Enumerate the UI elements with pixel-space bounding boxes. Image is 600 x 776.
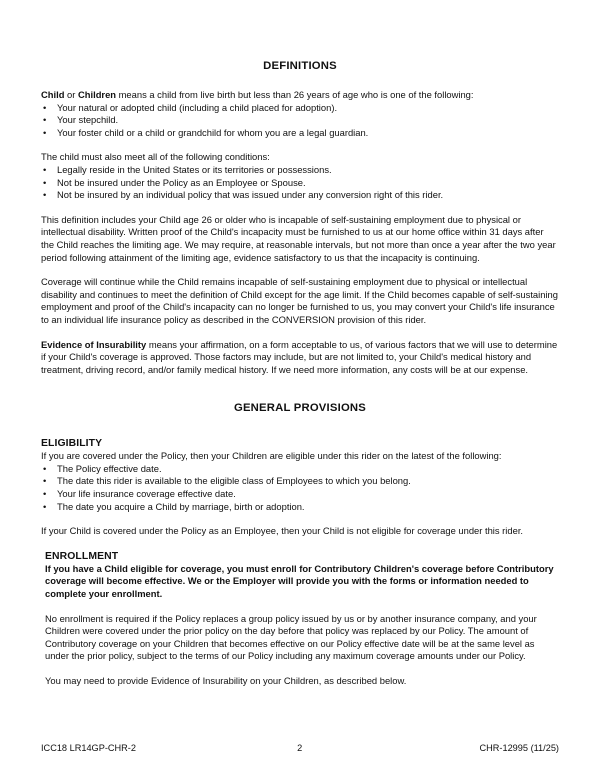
list-item-label: Your foster child or a child or grandchild for whom you are a legal guardian. xyxy=(57,126,369,138)
bullet-icon: • xyxy=(43,462,47,474)
list-item xyxy=(41,177,559,190)
bullet-icon: • xyxy=(43,176,47,188)
page-footer xyxy=(41,742,559,754)
term-child: Child xyxy=(41,89,65,100)
bullet-icon: • xyxy=(43,189,47,201)
enrollment-paragraph-3: You may need to provide Evidence of Insurability on your Children, as described below. xyxy=(45,675,407,686)
list-item xyxy=(41,488,559,501)
list-item xyxy=(41,463,559,476)
enrollment-block xyxy=(45,550,559,688)
document-content xyxy=(41,60,559,688)
list-item-label: The date you acquire a Child by marriage, birth or adoption. xyxy=(57,500,305,512)
eligibility-bullets xyxy=(41,463,559,513)
list-item xyxy=(41,127,559,140)
list-item xyxy=(41,164,559,177)
list-item-label: The Policy effective date. xyxy=(57,462,162,474)
footer-page-number: 2 xyxy=(297,743,303,753)
bullet-icon: • xyxy=(43,101,47,113)
list-item-label: Not be insured under the Policy as an Employee or Spouse. xyxy=(57,176,306,188)
bullet-icon: • xyxy=(43,126,47,138)
definition-evidence-of-insurability xyxy=(41,339,559,377)
eligibility-closing-paragraph: If your Child is covered under the Policy as an Employee, then your Child is not eligible for coverage under this rider. xyxy=(41,525,524,537)
enrollment-paragraph-1: If you have a Child eligible for coverage, you must enroll for Contributory Children's coverage before Contributory coverage will become effective. We or the Employer will provide you with the forms or information needed to complete your enrollment. xyxy=(45,562,554,600)
list-item-label: Your natural or adopted child (including a child placed for adoption). xyxy=(57,101,338,113)
list-item-label: Your life insurance coverage effective date. xyxy=(57,488,236,500)
bullet-icon: • xyxy=(43,163,47,175)
child-conditions-bullets xyxy=(41,164,559,202)
term-joiner: or xyxy=(64,89,78,100)
bullet-icon: • xyxy=(43,475,47,487)
bullet-icon: • xyxy=(43,500,47,512)
section-heading-general-provisions: GENERAL PROVISIONS xyxy=(233,402,367,415)
section-heading-definitions: DEFINITIONS xyxy=(263,60,337,72)
list-item-label: Your stepchild. xyxy=(57,114,119,126)
subsection-heading-eligibility: ELIGIBILITY xyxy=(41,438,103,450)
bullet-icon: • xyxy=(43,114,47,126)
definition-child-text: means a child from live birth but less than 26 years of age who is one of the following: xyxy=(116,89,474,100)
eligibility-intro: If you are covered under the Policy, then your Children are eligible under this rider on the latest of the following: xyxy=(41,450,502,462)
list-item-label: The date this rider is available to the eligible class of Employees to which you belong. xyxy=(57,475,411,487)
list-item xyxy=(41,501,559,514)
footer-document-code: CHR-12995 (11/25) xyxy=(479,743,559,753)
footer-form-number: ICC18 LR14GP-CHR-2 xyxy=(41,743,136,753)
bullet-icon: • xyxy=(43,488,47,500)
list-item xyxy=(41,189,559,202)
list-item-label: Not be insured by an individual policy that was issued under any conversion right of this rider. xyxy=(57,189,444,201)
definition-evidence-text: means your affirmation, on a form acceptable to us, of various factors that we will use to determine if your Child's coverage is approved. Those factors may include, but are not limited to, your Child's medical history and treatment, driving record, and/or family medical history. If we need more information, any costs will be at our expense. xyxy=(41,338,558,375)
definition-child-paragraph xyxy=(41,89,559,102)
list-item xyxy=(41,102,559,115)
list-item-label: Legally reside in the United States or its territories or possessions. xyxy=(57,163,332,175)
list-item xyxy=(41,114,559,127)
conditions-intro: The child must also meet all of the following conditions: xyxy=(41,151,270,163)
child-definition-bullets xyxy=(41,102,559,140)
incapacity-paragraph: This definition includes your Child age 26 or older who is incapable of self-sustaining employment due to physical or intellectual disability. Written proof of the Child's incapacity must be furnished to us at our home office within 31 days after the Child reaches the limiting age. We may require, at reasonable intervals, but not more than once a year after the two year period following attainment of the limiting age, evidence satisfactory to us that the incapacity is continuing. xyxy=(41,213,556,263)
term-children: Children xyxy=(77,89,117,100)
coverage-continuation-paragraph: Coverage will continue while the Child remains incapable of self-sustaining employment due to physical or intellectual disability and continues to meet the definition of Child except for the age limit. If the Child becomes capable of self-sustaining employment and proof of the Child's incapacity can no longer be furnished to us, you may convert your Child's life insurance to an individual life insurance policy as described in the CONVERSION provision of this rider. xyxy=(41,276,558,325)
enrollment-paragraph-2: No enrollment is required if the Policy replaces a group policy issued by us or by another insurance company, and your Children were covered under the prior policy on the day before that policy was replaced by our Policy. The amount of Contributory coverage on your Children that becomes effective on our Policy effective date will be at the same level as under the prior policy, subject to the terms of our Policy including any maximum coverage amounts under our Policy. xyxy=(45,612,537,662)
subsection-heading-enrollment: ENROLLMENT xyxy=(45,550,119,562)
list-item xyxy=(41,475,559,488)
term-evidence-of-insurability: Evidence of Insurability xyxy=(41,338,147,350)
